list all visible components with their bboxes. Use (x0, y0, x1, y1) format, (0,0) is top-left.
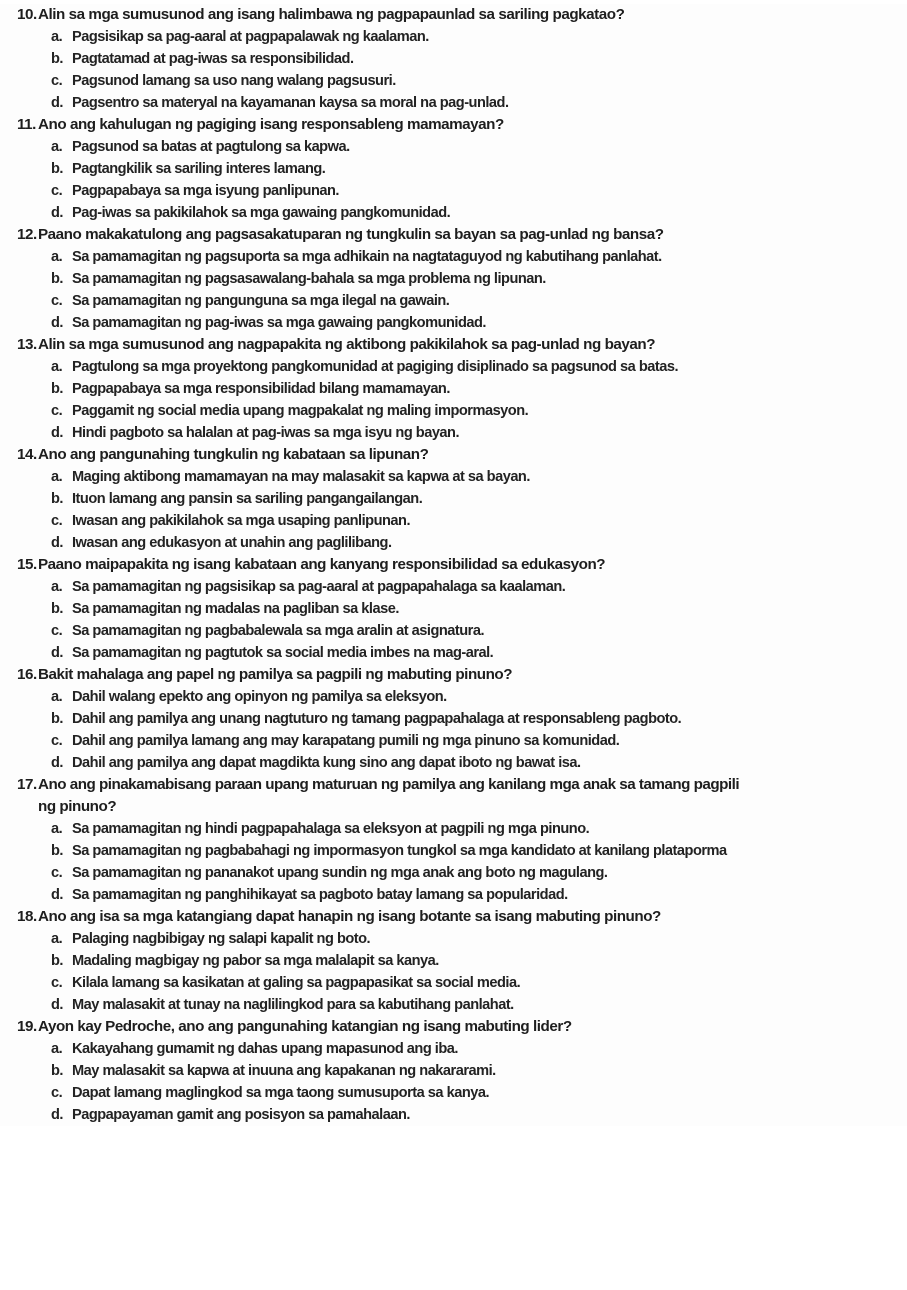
question-text: Paano maipapakita ng isang kabataan ang kanyang responsibilidad sa edukasyon? (38, 556, 606, 573)
option-c (0, 862, 907, 884)
option-a (0, 356, 907, 378)
option-letter: a. (51, 821, 63, 837)
option-a (0, 26, 907, 48)
option-letter: c. (51, 865, 63, 881)
option-letter: d. (51, 95, 63, 111)
option-letter: a. (51, 29, 63, 45)
option-d (0, 202, 907, 224)
question-number: 16. (17, 666, 37, 683)
question-number: 13. (17, 336, 37, 353)
question-number: 19. (17, 1018, 37, 1035)
option-text: Sa pamamagitan ng pagsuporta sa mga adhikain na nagtataguyod ng kabutihang panlahat. (72, 249, 662, 265)
option-letter: d. (51, 205, 63, 221)
option-c (0, 290, 907, 312)
option-text: Sa pamamagitan ng pagsasawalang-bahala sa mga problema ng lipunan. (72, 271, 546, 287)
option-d (0, 1104, 907, 1126)
question-stem (0, 114, 907, 136)
option-d (0, 884, 907, 906)
option-letter: b. (51, 953, 63, 969)
question-text: Ano ang isa sa mga katangiang dapat hanapin ng isang botante sa isang mabuting pinuno? (38, 908, 661, 925)
option-letter: d. (51, 1107, 63, 1123)
option-a (0, 818, 907, 840)
option-letter: d. (51, 997, 63, 1013)
option-letter: a. (51, 1041, 63, 1057)
question-text: Bakit mahalaga ang papel ng pamilya sa pagpili ng mabuting pinuno? (38, 666, 513, 683)
option-letter: b. (51, 161, 63, 177)
question-text: Paano makakatulong ang pagsasakatuparan ng tungkulin sa bayan sa pag-unlad ng bansa? (38, 226, 664, 243)
option-b (0, 158, 907, 180)
option-letter: b. (51, 51, 63, 67)
question-number: 10. (17, 6, 37, 23)
option-text: Iwasan ang edukasyon at unahin ang paglilibang. (72, 535, 392, 551)
question-10 (0, 4, 907, 114)
option-text: Iwasan ang pakikilahok sa mga usaping panlipunan. (72, 513, 410, 529)
option-letter: a. (51, 931, 63, 947)
option-letter: c. (51, 975, 63, 991)
option-letter: a. (51, 249, 63, 265)
option-d (0, 92, 907, 114)
option-text: Sa pamamagitan ng pananakot upang sundin ng mga anak ang boto ng magulang. (72, 865, 608, 881)
option-c (0, 972, 907, 994)
question-text: Ano ang pangunahing tungkulin ng kabataan sa lipunan? (38, 446, 429, 463)
option-d (0, 422, 907, 444)
question-text: Alin sa mga sumusunod ang nagpapakita ng aktibong pakikilahok sa pag-unlad ng bayan? (38, 336, 656, 353)
option-letter: b. (51, 491, 63, 507)
option-letter: b. (51, 381, 63, 397)
question-19 (0, 1016, 907, 1126)
option-letter: c. (51, 403, 63, 419)
option-d (0, 642, 907, 664)
option-d (0, 312, 907, 334)
option-a (0, 576, 907, 598)
question-18 (0, 906, 907, 1016)
option-b (0, 378, 907, 400)
option-letter: d. (51, 425, 63, 441)
option-text: Sa pamamagitan ng madalas na pagliban sa klase. (72, 601, 399, 617)
option-text: Palaging nagbibigay ng salapi kapalit ng boto. (72, 931, 371, 947)
option-text: Sa pamamagitan ng pagsisikap sa pag-aaral at pagpapahalaga sa kaalaman. (72, 579, 566, 595)
option-text: Sa pamamagitan ng pagbabalewala sa mga aralin at asignatura. (72, 623, 485, 639)
option-text: Dahil ang pamilya ang dapat magdikta kung sino ang dapat iboto ng bawat isa. (72, 755, 581, 771)
option-a (0, 136, 907, 158)
quiz-page (0, 4, 907, 1126)
question-number: 14. (17, 446, 37, 463)
option-text: Sa pamamagitan ng panghihikayat sa pagboto batay lamang sa popularidad. (72, 887, 568, 903)
option-letter: c. (51, 293, 63, 309)
option-text: May malasakit sa kapwa at inuuna ang kapakanan ng nakararami. (72, 1063, 496, 1079)
question-number: 15. (17, 556, 37, 573)
option-text: May malasakit at tunay na naglilingkod para sa kabutihang panlahat. (72, 997, 514, 1013)
option-text: Pagtangkilik sa sariling interes lamang. (72, 161, 326, 177)
option-letter: b. (51, 843, 63, 859)
option-text: Pagsunod sa batas at pagtulong sa kapwa. (72, 139, 350, 155)
option-letter: c. (51, 623, 63, 639)
option-text: Sa pamamagitan ng pangunguna sa mga ilegal na gawain. (72, 293, 450, 309)
option-text: Pagtatamad at pag-iwas sa responsibilidad. (72, 51, 354, 67)
question-number: 11. (17, 116, 36, 133)
question-text: Ano ang kahulugan ng pagiging isang responsableng mamamayan? (38, 116, 504, 133)
option-text: Dahil ang pamilya lamang ang may karapatang pumili ng mga pinuno sa komunidad. (72, 733, 620, 749)
option-letter: b. (51, 711, 63, 727)
option-c (0, 620, 907, 642)
option-c (0, 1082, 907, 1104)
question-text-continuation: ng pinuno? (38, 798, 117, 815)
option-letter: c. (51, 513, 63, 529)
question-text: Ayon kay Pedroche, ano ang pangunahing katangian ng isang mabuting lider? (38, 1018, 572, 1035)
option-letter: c. (51, 1085, 63, 1101)
option-text: Paggamit ng social media upang magpakalat ng maling impormasyon. (72, 403, 529, 419)
question-stem (0, 1016, 907, 1038)
option-b (0, 488, 907, 510)
question-15 (0, 554, 907, 664)
option-letter: d. (51, 887, 63, 903)
option-text: Pagsentro sa materyal na kayamanan kaysa sa moral na pag-unlad. (72, 95, 509, 111)
option-letter: d. (51, 645, 63, 661)
option-text: Pagpapabaya sa mga isyung panlipunan. (72, 183, 339, 199)
option-letter: b. (51, 1063, 63, 1079)
option-text: Pagsisikap sa pag-aaral at pagpapalawak ng kaalaman. (72, 29, 429, 45)
option-b (0, 598, 907, 620)
option-text: Kakayahang gumamit ng dahas upang mapasunod ang iba. (72, 1041, 458, 1057)
question-stem (0, 334, 907, 356)
question-text: Alin sa mga sumusunod ang isang halimbawa ng pagpapaunlad sa sariling pagkatao? (38, 6, 625, 23)
option-letter: c. (51, 73, 63, 89)
option-c (0, 730, 907, 752)
question-number: 12. (17, 226, 37, 243)
option-letter: d. (51, 535, 63, 551)
question-stem (0, 664, 907, 686)
question-stem (0, 554, 907, 576)
option-letter: a. (51, 139, 63, 155)
question-14 (0, 444, 907, 554)
question-number: 17. (17, 776, 37, 793)
question-17 (0, 774, 907, 906)
option-a (0, 466, 907, 488)
option-text: Sa pamamagitan ng pag-iwas sa mga gawaing pangkomunidad. (72, 315, 486, 331)
question-16 (0, 664, 907, 774)
option-d (0, 532, 907, 554)
option-c (0, 70, 907, 92)
question-text: Ano ang pinakamabisang paraan upang maturuan ng pamilya ang kanilang mga anak sa tamang pagpili (38, 776, 740, 793)
option-d (0, 994, 907, 1016)
option-c (0, 180, 907, 202)
option-letter: a. (51, 579, 63, 595)
option-text: Dapat lamang maglingkod sa mga taong sumusuporta sa kanya. (72, 1085, 490, 1101)
option-c (0, 400, 907, 422)
question-11 (0, 114, 907, 224)
option-letter: d. (51, 755, 63, 771)
option-b (0, 1060, 907, 1082)
option-letter: c. (51, 183, 63, 199)
option-text: Maging aktibong mamamayan na may malasakit sa kapwa at sa bayan. (72, 469, 530, 485)
option-letter: c. (51, 733, 63, 749)
option-c (0, 510, 907, 532)
option-b (0, 708, 907, 730)
option-a (0, 686, 907, 708)
option-a (0, 928, 907, 950)
option-letter: b. (51, 601, 63, 617)
question-13 (0, 334, 907, 444)
option-a (0, 246, 907, 268)
option-text: Pagsunod lamang sa uso nang walang pagsusuri. (72, 73, 396, 89)
question-stem (0, 774, 907, 796)
option-text: Dahil ang pamilya ang unang nagtuturo ng tamang pagpapahalaga at responsableng pagboto. (72, 711, 682, 727)
option-text: Pag-iwas sa pakikilahok sa mga gawaing pangkomunidad. (72, 205, 451, 221)
option-text: Kilala lamang sa kasikatan at galing sa pagpapasikat sa social media. (72, 975, 521, 991)
option-text: Pagpapabaya sa mga responsibilidad bilang mamamayan. (72, 381, 450, 397)
option-letter: d. (51, 315, 63, 331)
option-b (0, 840, 907, 862)
option-b (0, 268, 907, 290)
option-letter: a. (51, 689, 63, 705)
question-stem (0, 906, 907, 928)
question-stem (0, 224, 907, 246)
option-b (0, 950, 907, 972)
option-letter: a. (51, 469, 63, 485)
option-text: Sa pamamagitan ng pagbabahagi ng impormasyon tungkol sa mga kandidato at kanilang plataporma (72, 843, 727, 859)
option-text: Pagpapayaman gamit ang posisyon sa pamahalaan. (72, 1107, 410, 1123)
option-text: Sa pamamagitan ng pagtutok sa social media imbes na mag-aral. (72, 645, 494, 661)
question-number: 18. (17, 908, 37, 925)
option-letter: a. (51, 359, 63, 375)
option-text: Madaling magbigay ng pabor sa mga malalapit sa kanya. (72, 953, 439, 969)
option-text: Pagtulong sa mga proyektong pangkomunidad at pagiging disiplinado sa pagsunod sa batas. (72, 359, 678, 375)
option-letter: b. (51, 271, 63, 287)
question-12 (0, 224, 907, 334)
option-text: Dahil walang epekto ang opinyon ng pamilya sa eleksyon. (72, 689, 447, 705)
option-text: Sa pamamagitan ng hindi pagpapahalaga sa eleksyon at pagpili ng mga pinuno. (72, 821, 590, 837)
question-stem (0, 444, 907, 466)
option-text: Ituon lamang ang pansin sa sariling pangangailangan. (72, 491, 423, 507)
option-d (0, 752, 907, 774)
option-b (0, 48, 907, 70)
question-stem (0, 4, 907, 26)
option-a (0, 1038, 907, 1060)
option-text: Hindi pagboto sa halalan at pag-iwas sa mga isyu ng bayan. (72, 425, 460, 441)
